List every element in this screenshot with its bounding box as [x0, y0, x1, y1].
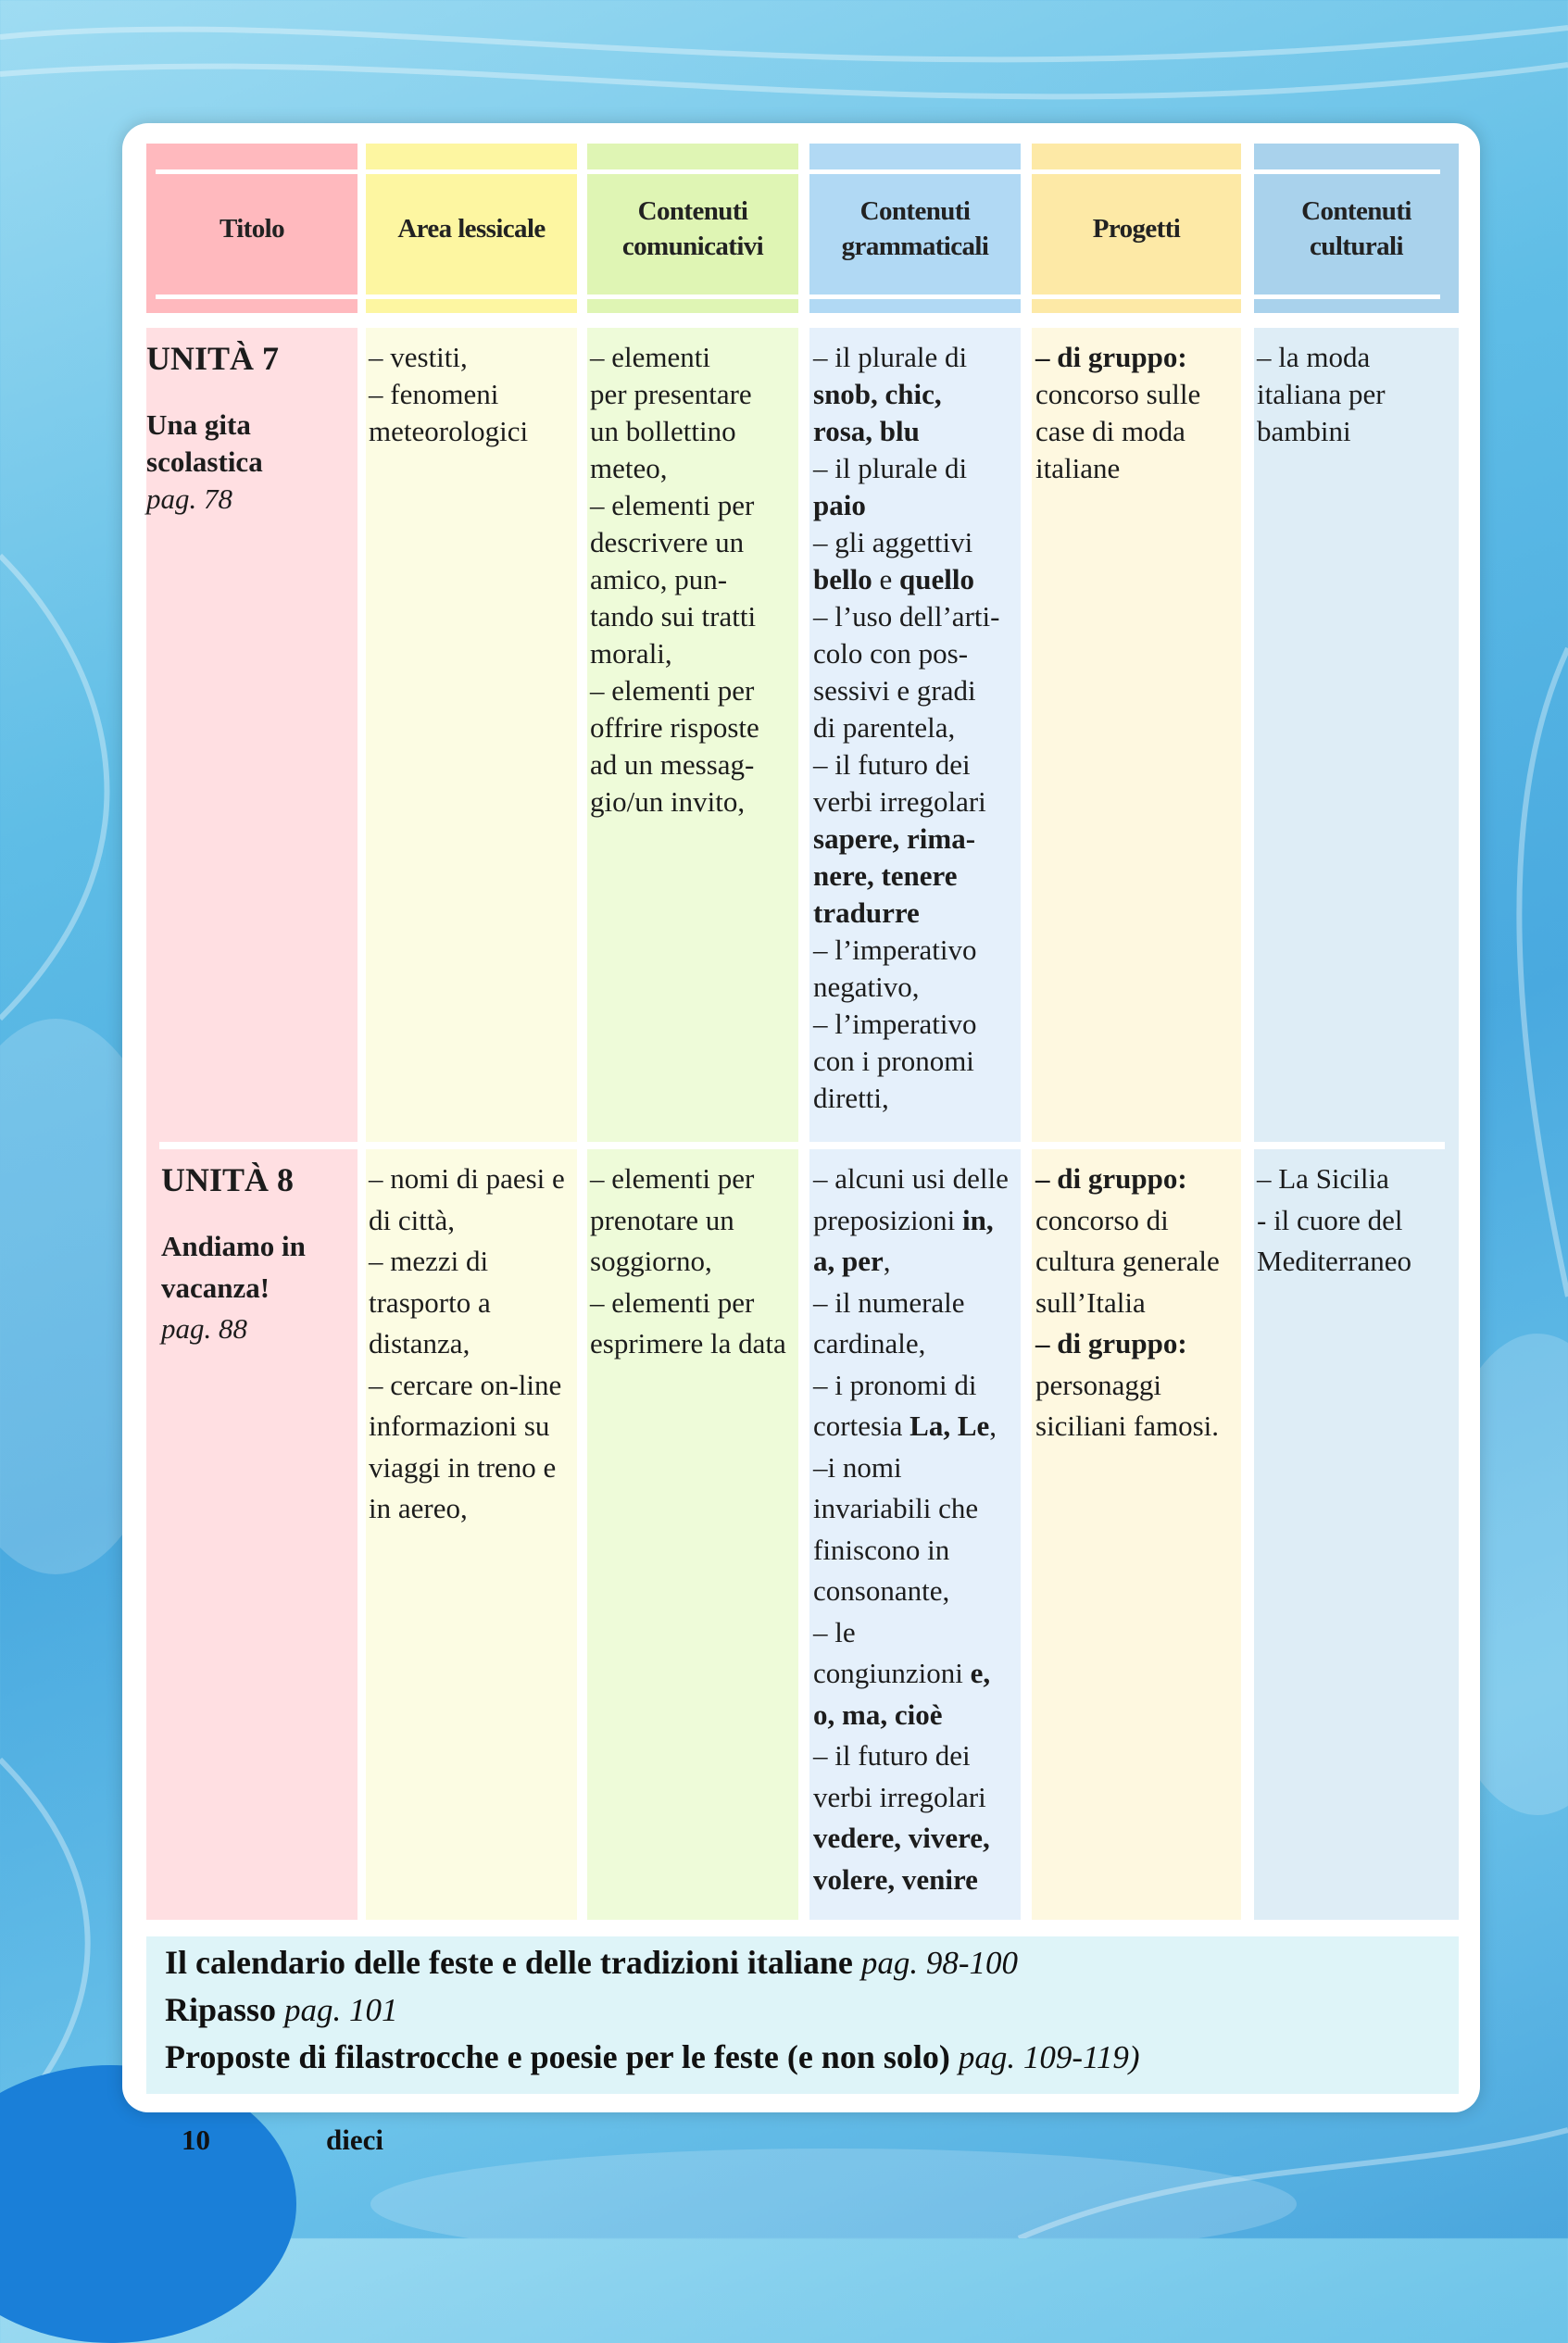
- unit-8-contenuti-culturali: – La Sicilia - il cuore del Mediterraneo: [1257, 1162, 1411, 1277]
- unit-subtitle: Una gita scolastica: [146, 408, 263, 478]
- header-row-gap: [146, 313, 1459, 328]
- column-header: Contenuti grammaticali: [809, 144, 1021, 313]
- unit-7-title-cell: [146, 338, 355, 518]
- unit-7-progetti: – di gruppo: concorso sulle case di moda italiane: [1035, 341, 1201, 484]
- footer-page: pag. 98-100: [860, 1945, 1019, 1981]
- footer-line-calendario: [165, 1939, 1018, 1986]
- unit-7-contenuti-comunicativi: – elementi per presentare un bollettino meteo, – elementi per descrivere un amico, pun- tando sui tratti morali, – elementi per offrire risposte ad un messag- gio/un invito,: [590, 341, 759, 818]
- footer-line-proposte: [165, 2034, 1140, 2081]
- unit-subtitle: Andiamo in vacanza!: [161, 1230, 306, 1304]
- unit-7-contenuti-grammaticali: – il plurale di snob, chic, rosa, blu – il plurale di paio – gli aggettivi bello e quello – l’uso dell’arti- colo con pos- sessivi e gradi di parentela, – il futuro dei verbi irregolari sapere, rima- nere, tenere tradurre – l’imperativo negativo, – l’imperativo con i pronomi diretti,: [813, 341, 1000, 1114]
- unit-8-title-cell: [161, 1159, 356, 1350]
- footer-title: Il calendario delle feste e delle tradizioni italiane: [165, 1944, 853, 1981]
- column-header: Titolo: [146, 144, 358, 313]
- unit-7-contenuti-culturali: – la moda italiana per bambini: [1257, 341, 1386, 447]
- page-number: 10: [182, 2124, 210, 2156]
- unit-title: UNITÀ 8: [161, 1161, 295, 1198]
- footer-page: pag. 101: [284, 1992, 398, 2028]
- unit-8-area-lessicale: – nomi di paesi e di città, – mezzi di trasporto a distanza, – cercare on-line informazioni su viaggi in treno e in aereo,: [369, 1162, 565, 1524]
- unit-8-contenuti-grammaticali: – alcuni usi delle preposizioni in, a, per, – il numerale cardinale, – i pronomi di cortesia La, Le, –i nomi invariabili che finiscono in consonante, – le congiunzioni e, o, ma, cioè – il futuro dei verbi irregolari vedere, vivere, volere, venire: [813, 1162, 1009, 1896]
- page-number-word: dieci: [326, 2124, 383, 2156]
- unit-8-progetti: – di gruppo: concorso di cultura generale sull’Italia – di gruppo: personaggi siciliani famosi.: [1035, 1162, 1220, 1442]
- footer-line-ripasso: [165, 1986, 398, 2034]
- column-header: Area lessicale: [366, 144, 577, 313]
- footer-page: pag. 109-119): [958, 2039, 1140, 2075]
- column-header: Contenuti culturali: [1254, 144, 1459, 313]
- unit-7-area-lessicale: – vestiti, – fenomeni meteorologici: [369, 341, 529, 447]
- footer-title: Proposte di filastrocche e poesie per le feste (e non solo): [165, 2038, 950, 2075]
- column-header: Progetti: [1032, 144, 1241, 313]
- footer-title: Ripasso: [165, 1991, 277, 2028]
- row-divider: [159, 1142, 1445, 1149]
- unit-8-contenuti-comunicativi: – elementi per prenotare un soggiorno, – elementi per esprimere la data: [590, 1162, 786, 1359]
- unit-title: UNITÀ 7: [146, 340, 280, 377]
- header-bottom-line: [156, 294, 1440, 299]
- header-top-line: [156, 169, 1440, 174]
- unit-page-ref: pag. 88: [161, 1312, 247, 1345]
- column-header: Contenuti comunicativi: [587, 144, 798, 313]
- unit-page-ref: pag. 78: [146, 482, 232, 515]
